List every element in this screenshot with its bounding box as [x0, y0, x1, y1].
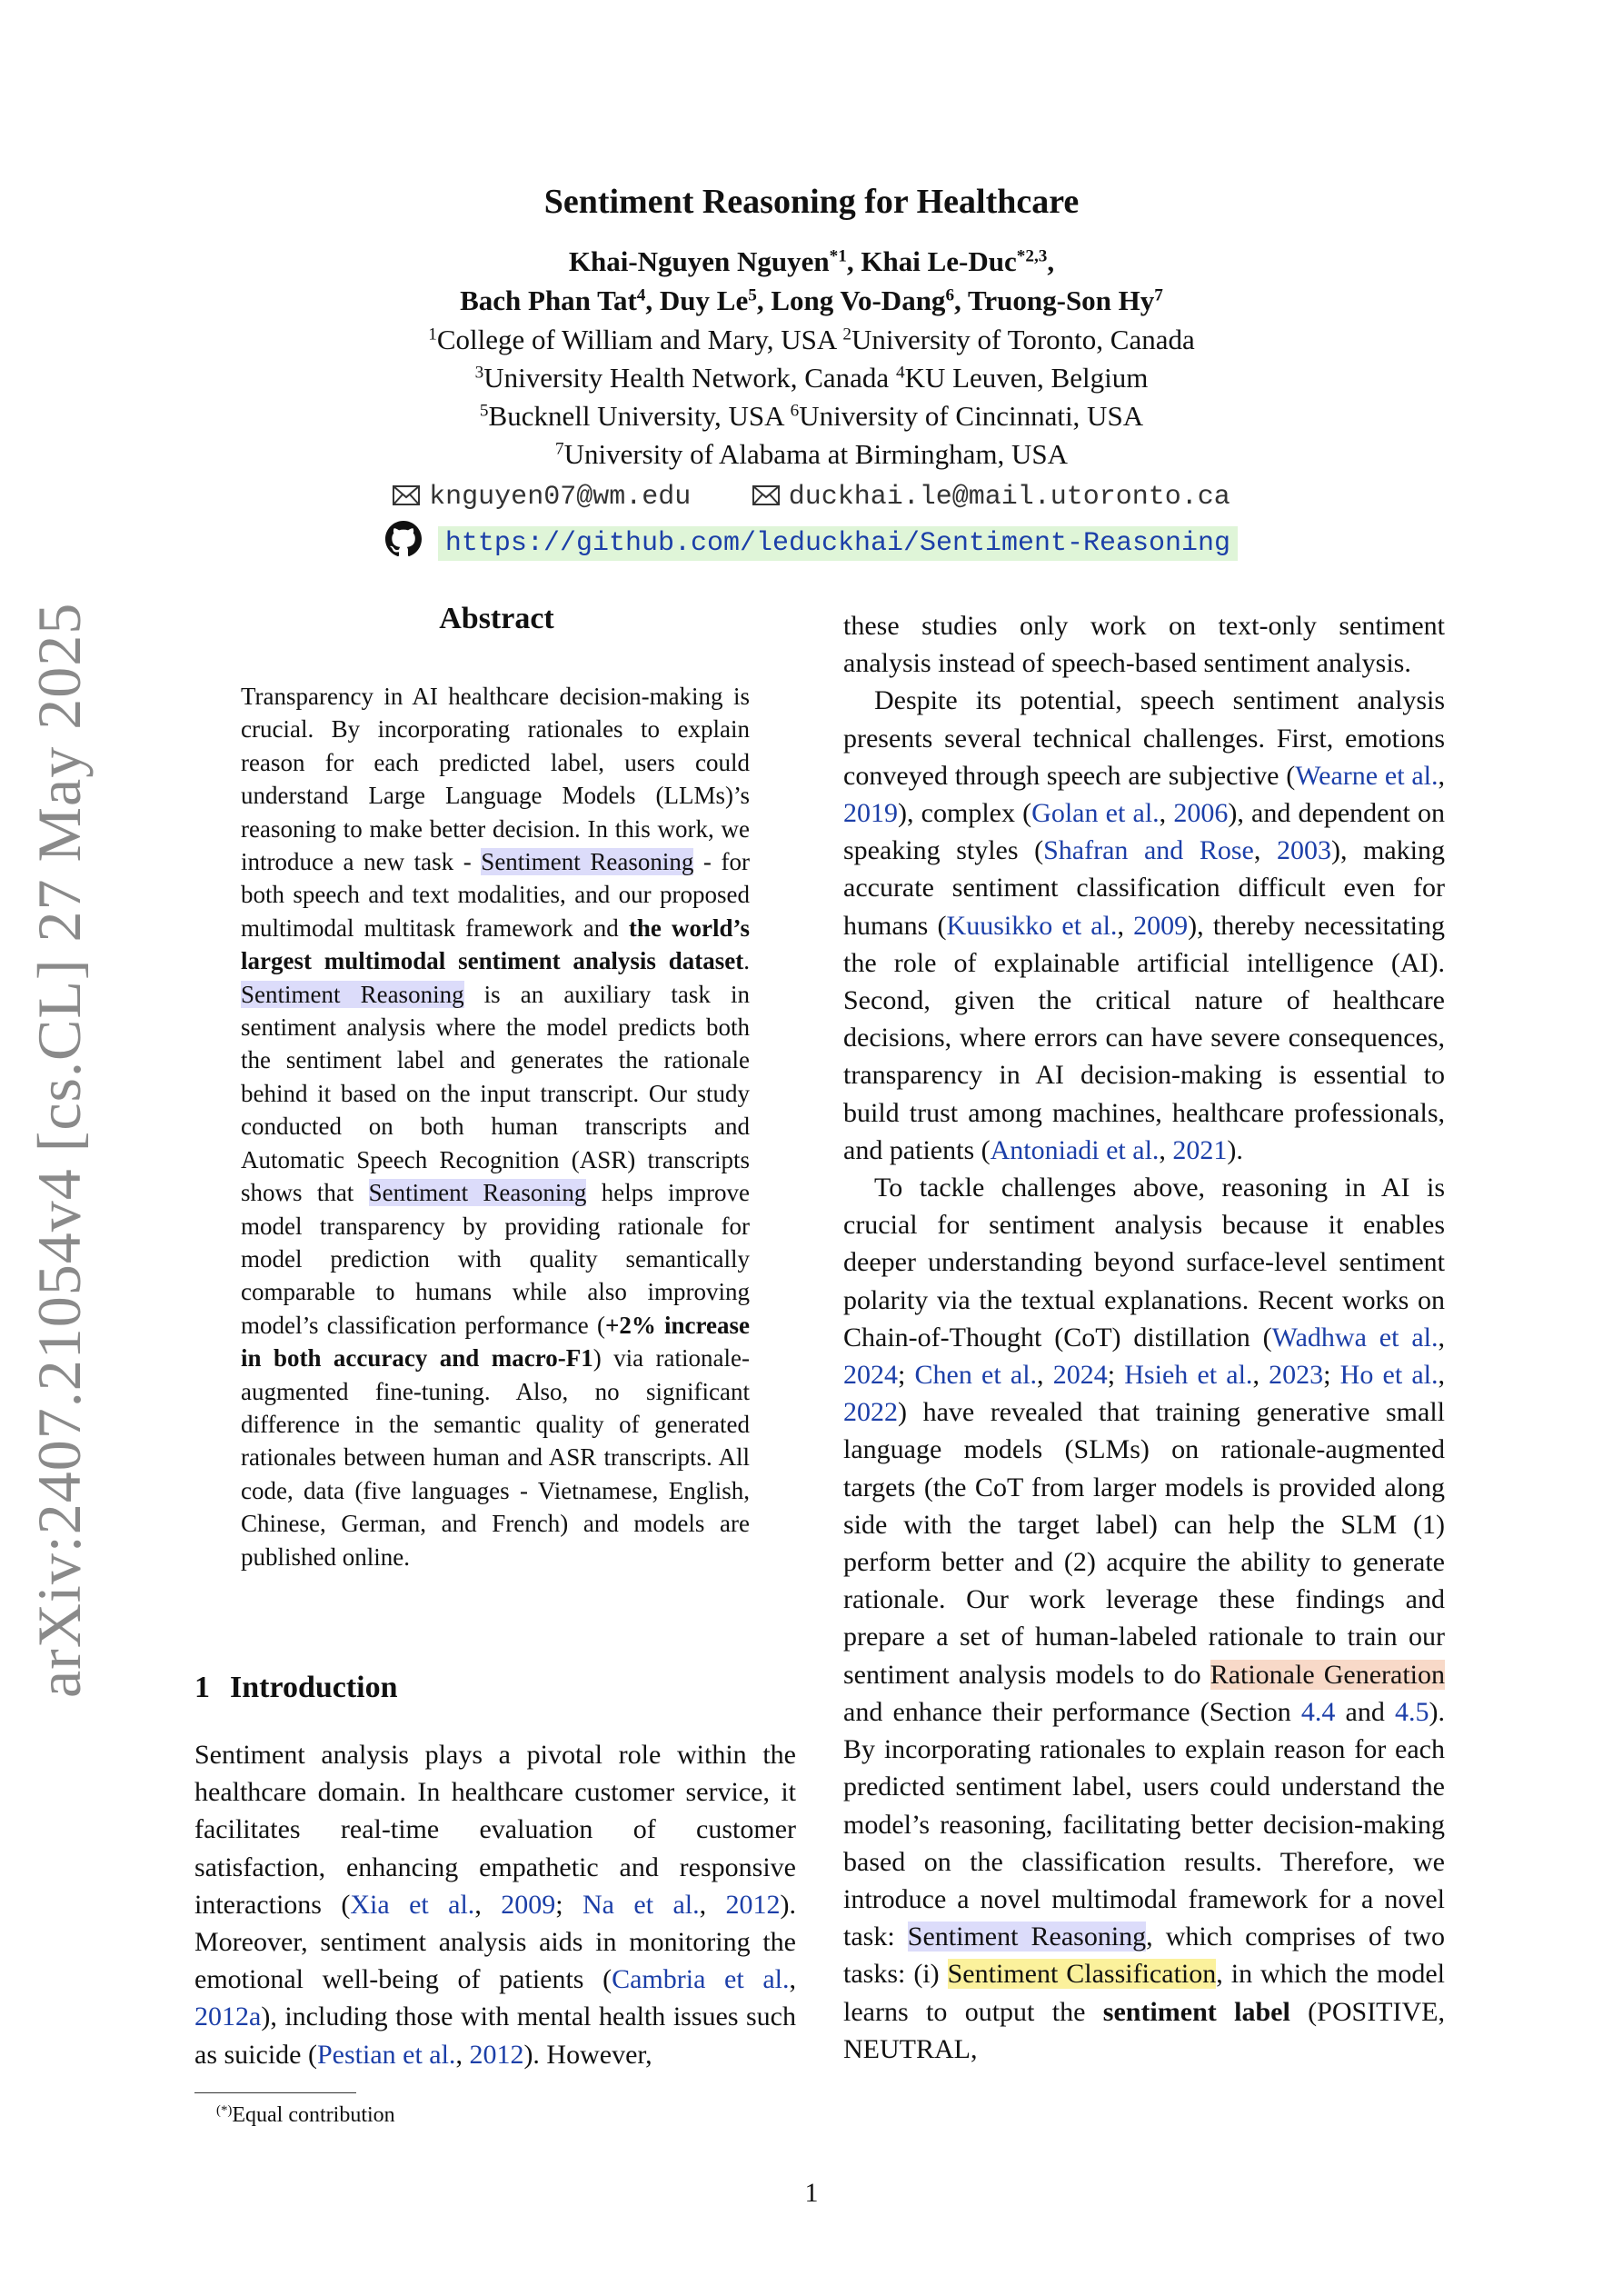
- author-name: Duy Le: [659, 285, 749, 316]
- author-name: Bach Phan Tat: [460, 285, 637, 316]
- citation-link[interactable]: Wearne et al.: [1295, 760, 1439, 791]
- section-ref-link[interactable]: 4.5: [1394, 1696, 1429, 1727]
- footnote-rule: [194, 2092, 356, 2093]
- affil-text: University Health Network, Canada: [483, 362, 896, 394]
- footnote-text: Equal contribution: [232, 2103, 395, 2127]
- arxiv-watermark: arXiv:2407.21054v4 [cs.CL] 27 May 2025: [25, 602, 94, 1698]
- text: Despite its potential, speech sentiment analysis presents several technical challenges. First, emotions conveyed through speech are subjective (: [843, 685, 1445, 791]
- citation-link[interactable]: 2012a: [194, 2002, 262, 2032]
- abstract-body: [241, 680, 750, 1573]
- email-address: duckhai.le@mail.utoronto.ca: [788, 482, 1230, 513]
- citation-link[interactable]: Ho et al.: [1339, 1360, 1439, 1391]
- highlight-sentiment-classification: Sentiment Classification: [947, 1959, 1217, 1990]
- text: (POSITIVE, NEUTRAL,: [843, 1996, 1445, 2064]
- author-affil-mark: *1: [829, 246, 847, 266]
- paragraph: To tackle challenges above, reasoning in AI is crucial for sentiment analysis because it enables deeper understanding beyond surface-level sentiment polarity via the textual explanations. Recent works on Chain-of-Thought (CoT) distillation (Wadhwa et al., 2024; Chen et al., 2024; Hsieh et al., 2023; Ho et al., 2022) have revealed that training generative small language models (SLMs) on rationale-augmented targets (the CoT from larger models is provided along side with the target label) can help the SLM (1) perform better and (2) acquire the ability to generate rationale. Our work leverage these findings and prepare a set of human-labeled rationale to train our sentiment analysis models to do Rationale Generation and enhance their performance (Section 4.4 and 4.5). By incorporating rationales to explain reason for each predicted sentiment label, users could understand the model’s reasoning, facilitating better decision-making based on the classification results. Therefore, we introduce a novel multimodal framework for a novel task: Sentiment Reasoning, which comprises of two tasks: (i) Sentiment Classification, in which the model learns to output the sentiment label (POSITIVE, NEUTRAL,: [843, 1173, 1446, 2064]
- affil-text: KU Leuven, Belgium: [904, 362, 1149, 394]
- page-number: 1: [804, 2178, 819, 2208]
- citation-link[interactable]: Hsieh et al.: [1124, 1360, 1253, 1391]
- citation-link[interactable]: 2022: [843, 1397, 898, 1428]
- citation-link[interactable]: 2012: [469, 2039, 524, 2070]
- affil-text: University of Alabama at Birmingham, USA: [563, 438, 1069, 470]
- bold-text: sentiment label: [1102, 1996, 1290, 2027]
- github-icon: [385, 521, 422, 557]
- highlight-sentiment-reasoning: Sentiment Reasoning: [241, 980, 464, 1008]
- citation-link[interactable]: Cambria et al.: [612, 1964, 790, 1995]
- citation-link[interactable]: Golan et al.: [1031, 798, 1160, 829]
- citation-link[interactable]: Xia et al.: [350, 1889, 475, 1920]
- abstract-bold: +2% increase in both accuracy and macro-F1: [241, 1311, 750, 1373]
- text: ), complex (: [898, 798, 1032, 829]
- citation-link[interactable]: 2019: [843, 798, 898, 829]
- highlight-sentiment-reasoning: Sentiment Reasoning: [368, 1179, 587, 1207]
- citation-link[interactable]: Chen et al.: [914, 1360, 1038, 1391]
- email-link[interactable]: [752, 480, 1230, 513]
- author-name: Truong-Son Hy: [968, 285, 1155, 316]
- abstract-text: .: [743, 947, 750, 975]
- affil-text: Bucknell University, USA: [488, 400, 791, 432]
- highlight-sentiment-reasoning: Sentiment Reasoning: [907, 1922, 1147, 1952]
- affiliation-line: [0, 400, 1623, 433]
- github-row: [0, 521, 1623, 559]
- citation-link[interactable]: 2024: [1052, 1360, 1108, 1391]
- paragraph-continued: these studies only work on text-only sentiment analysis instead of speech-based sentiment analysis.: [843, 611, 1445, 679]
- envelope-icon: [393, 485, 420, 505]
- footnote: [216, 2103, 395, 2128]
- left-column-text: [194, 1736, 796, 2073]
- affil-number: 5: [479, 401, 489, 421]
- affil-number: 4: [895, 363, 905, 383]
- abstract-bold: the world’s largest multimodal sentiment analysis dataset: [241, 913, 750, 975]
- author-affil-mark: 7: [1154, 285, 1163, 305]
- citation-link[interactable]: Pestian et al.: [316, 2039, 456, 2070]
- citation-link[interactable]: Kuusikko et al.: [946, 910, 1118, 941]
- text: ). However,: [523, 2039, 652, 2070]
- affil-number: 7: [554, 439, 564, 459]
- abstract-text: Transparency in AI healthcare decision-making is crucial. By incorporating rationales to explain reason for each predicted label, users could understand Large Language Models (LLMs)’s reasoning to make better decision. In this work, we introduce a new task -: [241, 683, 750, 876]
- citation-link[interactable]: 2012: [725, 1889, 781, 1920]
- envelope-icon: [752, 485, 780, 505]
- text: , in which the model learns to output the: [843, 1959, 1445, 2027]
- citation-link[interactable]: 2023: [1269, 1360, 1324, 1391]
- text: To tackle challenges above, reasoning in AI is crucial for sentiment analysis because it enables deeper understanding beyond surface-level sentiment polarity via the textual explanations. Recent works on Chain-of-Thought (CoT) distillation (: [843, 1173, 1445, 1353]
- highlight-sentiment-reasoning: Sentiment Reasoning: [481, 848, 694, 876]
- footnote-mark: (*): [216, 2102, 233, 2118]
- affil-number: 6: [790, 401, 800, 421]
- text: ) have revealed that training generative small language models (SLMs) on rationale-augmented targets (the CoT from larger models is provided along side with the target label) can help the SLM (1) perform better and (2) acquire the ability to generate rationale. Our work leverage these findings and prepare a set of human-labeled rationale to train our sentiment analysis models to do: [843, 1397, 1445, 1690]
- affil-text: University of Cincinnati, USA: [799, 400, 1144, 432]
- author-affil-mark: *2,3: [1016, 246, 1048, 266]
- email-link[interactable]: [393, 480, 691, 513]
- text: ), making accurate sentiment classification difficult even for humans (: [843, 835, 1445, 941]
- right-column-text: [843, 607, 1445, 2068]
- author-name: Long Vo-Dang: [771, 285, 946, 316]
- author-affil-mark: 4: [636, 285, 646, 305]
- email-row: [0, 480, 1623, 513]
- github-link[interactable]: https://github.com/leduckhai/Sentiment-Reasoning: [438, 526, 1238, 561]
- affil-number: 2: [842, 324, 851, 344]
- section-heading: [194, 1671, 398, 1705]
- email-address: knguyen07@wm.edu: [429, 482, 692, 513]
- text: Sentiment analysis plays a pivotal role within the healthcare domain. In healthcare customer service, it facilitates real-time evaluation of customer satisfaction, enhancing empathetic and responsive interactions (: [194, 1740, 796, 1920]
- citation-link[interactable]: 2003: [1276, 835, 1331, 866]
- affiliation-line: [0, 362, 1623, 394]
- citation-link[interactable]: 2006: [1173, 798, 1229, 829]
- paper-title: Sentiment Reasoning for Healthcare: [543, 183, 1080, 221]
- citation-link[interactable]: Shafran and Rose: [1043, 835, 1254, 866]
- affil-number: 1: [428, 324, 437, 344]
- highlight-rationale-generation: Rationale Generation: [1210, 1659, 1445, 1690]
- citation-link[interactable]: 2024: [843, 1360, 898, 1391]
- text: and enhance their performance (Section: [843, 1696, 1301, 1727]
- abstract-heading: Abstract: [439, 602, 554, 635]
- affil-text: University of Toronto, Canada: [851, 324, 1195, 355]
- abstract-text: is an auxiliary task in sentiment analysis where the model predicts both the sentiment label and generates the rationale behind it based on the input transcript. Our study conducted on both human transcripts and Automatic Speech Recognition (ASR) transcripts shows that: [241, 980, 750, 1207]
- affil-number: 3: [474, 363, 484, 383]
- author-line-2: Bach Phan Tat$^4$, Duy Le$^5$, Long Vo-Dang$^6$, Truong-Son Hy$^7$: [460, 285, 1163, 316]
- text: ). Moreover, sentiment analysis aids in monitoring the emotional well-being of patients (: [194, 1889, 797, 1995]
- affiliation-line: [0, 438, 1623, 471]
- citation-link[interactable]: Na et al.: [582, 1889, 700, 1920]
- affil-text: College of William and Mary, USA: [436, 324, 843, 355]
- abstract-text: helps improve model transparency by providing rationale for model prediction with quality semantically comparable to humans while also improving model’s classification performance (: [241, 1179, 751, 1339]
- abstract-text: ) via rationale-augmented fine-tuning. Also, no significant difference in the semantic quality of generated rationales between human and ASR transcripts. All code, data (five languages - Vietnamese, English, Chinese, German, and French) and models are published online.: [241, 1344, 750, 1571]
- text: ). By incorporating rationales to explain reason for each predicted sentiment label, users could understand the model’s reasoning, facilitating better decision-making based on the classification results. Therefore, we introduce a novel multimodal framework for a novel task:: [843, 1696, 1445, 1952]
- paragraph: Sentiment analysis plays a pivotal role within the healthcare domain. In healthcare customer service, it facilitates real-time evaluation of customer satisfaction, enhancing empathetic and responsive interactions (Xia et al., 2009; Na et al., 2012). Moreover, sentiment analysis aids in monitoring the emotional well-being of patients (Cambria et al., 2012a), including those with mental health issues such as suicide (Pestian et al., 2012). However,: [194, 1740, 797, 2070]
- text: ).: [1227, 1134, 1243, 1165]
- author-name: Khai-Nguyen Nguyen: [568, 245, 830, 277]
- author-name: Khai Le-Duc: [861, 245, 1017, 277]
- text: ), thereby necessitating the role of explainable artificial intelligence (AI). Second, given the critical nature of healthcare decisions, where errors can have severe consequences, transparency in AI decision-making is essential to build trust among machines, healthcare professionals, and patients (: [843, 910, 1445, 1165]
- author-affil-mark: 6: [945, 285, 955, 305]
- citation-link[interactable]: Wadhwa et al.: [1271, 1322, 1439, 1353]
- author-line-1: Khai-Nguyen Nguyen$^{*1}$, Khai Le-Duc$^{*2,3}$,: [568, 245, 1055, 277]
- paragraph: Despite its potential, speech sentiment analysis presents several technical challenges. First, emotions conveyed through speech are subjective (Wearne et al., 2019), complex (Golan et al., 2006), and dependent on speaking styles (Shafran and Rose, 2003), making accurate sentiment classification difficult even for humans (Kuusikko et al., 2009), thereby necessitating the role of explainable artificial intelligence (AI). Second, given the critical nature of healthcare decisions, where errors can have severe consequences, transparency in AI decision-making is essential to build trust among machines, healthcare professionals, and patients (Antoniadi et al., 2021).: [843, 685, 1445, 1165]
- author-affil-mark: 5: [748, 285, 757, 305]
- text: , which comprises of two tasks: (i): [843, 1922, 1445, 1990]
- text: ), including those with mental health issues such as suicide (: [194, 2002, 796, 2070]
- citation-link[interactable]: Antoniadi et al.: [990, 1134, 1160, 1165]
- text: ), and dependent on speaking styles (: [843, 798, 1445, 866]
- abstract-text: - for both speech and text modalities, and our proposed multimodal multitask framework and: [241, 848, 750, 942]
- section-ref-link[interactable]: 4.4: [1300, 1696, 1336, 1727]
- section-number: 1: [194, 1671, 210, 1704]
- text: and: [1335, 1696, 1395, 1727]
- section-title: Introduction: [230, 1671, 398, 1704]
- citation-link[interactable]: 2009: [501, 1889, 556, 1920]
- citation-link[interactable]: 2021: [1172, 1134, 1228, 1165]
- affiliation-line: [0, 324, 1623, 356]
- citation-link[interactable]: 2009: [1133, 910, 1189, 941]
